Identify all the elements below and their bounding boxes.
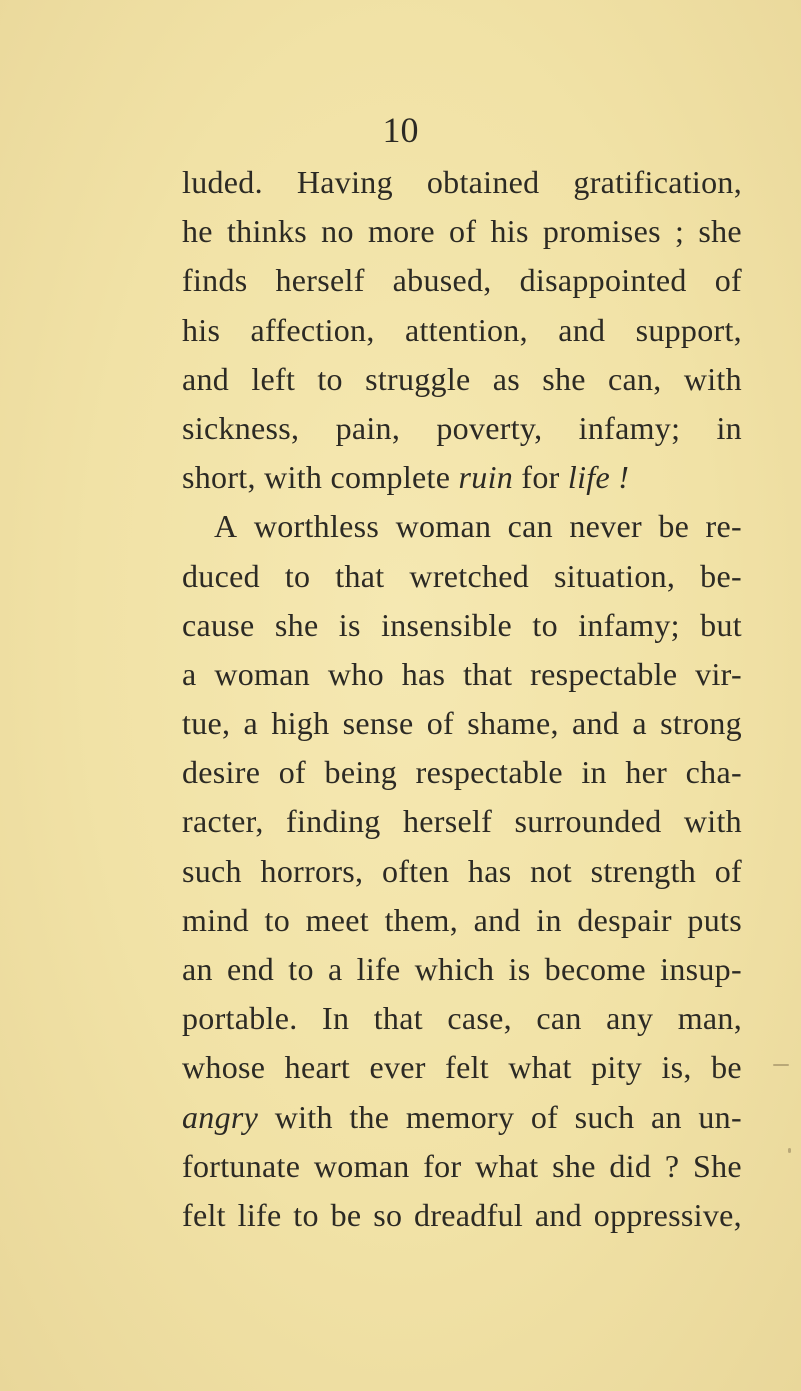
word: has: [467, 852, 512, 889]
word: that: [335, 557, 385, 594]
word: thinks: [226, 213, 308, 250]
word: and: [558, 311, 606, 348]
word: but: [700, 606, 742, 643]
word: re-: [705, 508, 742, 545]
word: in: [581, 754, 607, 791]
word: end: [226, 951, 275, 987]
word: a: [327, 951, 343, 987]
text-line: [182, 502, 742, 551]
word: felt: [445, 1049, 489, 1086]
word: a: [182, 655, 197, 692]
word: infamy;: [578, 409, 681, 446]
word: felt: [182, 1196, 226, 1233]
word: can: [536, 1000, 582, 1037]
word: disappointed: [519, 262, 687, 299]
word: of: [449, 213, 477, 250]
word: and: [473, 901, 521, 938]
italic-word-angry: angry: [182, 1098, 259, 1135]
word: that: [373, 1000, 423, 1037]
word: pity: [591, 1049, 643, 1086]
word: his: [490, 213, 529, 250]
word: no: [321, 213, 354, 250]
word: duced: [182, 557, 260, 594]
word: In: [322, 1000, 350, 1037]
word: in: [716, 409, 742, 446]
word: an: [651, 1098, 682, 1135]
word: be: [658, 508, 690, 545]
word: with: [683, 803, 742, 840]
word: of: [714, 262, 742, 299]
text-line: [182, 601, 742, 650]
word: memory: [405, 1098, 515, 1135]
word: she: [552, 1147, 596, 1184]
page-number: 10: [382, 110, 419, 150]
word: cha-: [685, 754, 742, 791]
word: as: [492, 360, 521, 397]
word: of: [530, 1098, 559, 1135]
word: and: [572, 705, 620, 742]
word: pain,: [335, 409, 401, 446]
word: she: [274, 606, 319, 643]
word: such: [574, 1098, 635, 1135]
word: her: [625, 754, 668, 791]
text-line: [182, 699, 742, 748]
word: luded.: [182, 164, 263, 200]
word: whose: [182, 1049, 266, 1086]
word: is: [338, 606, 361, 643]
word: can: [507, 508, 553, 545]
word: with: [274, 1098, 333, 1135]
word: more: [367, 213, 435, 250]
text-line: [182, 994, 742, 1043]
word: to: [288, 951, 314, 987]
text-line: [182, 1191, 742, 1240]
word: to: [532, 606, 558, 643]
text-line: [182, 1142, 742, 1191]
word: A: [214, 508, 238, 545]
word: never: [569, 508, 642, 545]
word: left: [251, 360, 296, 397]
word: she: [542, 360, 586, 397]
text-line: [182, 404, 742, 453]
word: and: [534, 1196, 582, 1233]
word: with: [264, 459, 323, 496]
word: is: [508, 951, 531, 987]
word: Having: [296, 164, 393, 200]
word: to: [284, 557, 311, 594]
word: abused,: [392, 262, 492, 299]
word: and: [182, 360, 230, 397]
text-line: [182, 650, 742, 699]
word: woman: [395, 508, 492, 545]
word: that: [463, 655, 513, 692]
word: sense: [342, 705, 414, 742]
word: support,: [635, 311, 742, 348]
word: a: [632, 705, 647, 742]
word: sickness,: [182, 409, 300, 446]
word: tue,: [182, 705, 231, 742]
word: infamy;: [578, 606, 680, 643]
word: herself: [402, 803, 493, 840]
word: to: [317, 360, 343, 397]
word: struggle: [365, 360, 471, 397]
word: respectable: [530, 655, 678, 692]
word: short,: [182, 459, 256, 496]
word: can,: [608, 360, 662, 397]
word: she: [698, 213, 742, 250]
word: shame,: [467, 705, 559, 742]
word: oppressive,: [593, 1196, 742, 1233]
word: finding: [286, 803, 381, 840]
word: surrounded: [514, 803, 662, 840]
word: racter,: [182, 803, 264, 840]
word: the: [349, 1098, 390, 1135]
word: so: [373, 1196, 403, 1233]
word: his: [182, 311, 221, 348]
text-line: [182, 945, 742, 994]
word: cause: [182, 606, 255, 643]
word: who: [327, 655, 384, 692]
text-line: [182, 552, 742, 601]
word: in: [536, 901, 562, 938]
word: horrors,: [260, 852, 364, 889]
text-line: [182, 896, 742, 945]
word: what: [475, 1147, 539, 1184]
word: them,: [384, 901, 459, 938]
word: be: [330, 1196, 362, 1233]
word: which: [414, 951, 495, 987]
word: despair: [577, 901, 672, 938]
word: insensible: [381, 606, 513, 643]
text-line: [182, 748, 742, 797]
body-text: [182, 158, 742, 1240]
text-line: [182, 306, 742, 355]
word: gratification,: [573, 164, 742, 200]
word: such: [182, 852, 242, 889]
word: become: [544, 951, 646, 987]
word: un-: [698, 1098, 742, 1135]
paper-mark: [773, 1064, 789, 1066]
word: puts: [687, 901, 742, 938]
italic-word-ruin: ruin: [458, 459, 514, 496]
word: respectable: [415, 754, 563, 791]
word: strength: [590, 852, 697, 889]
word: complete: [330, 459, 451, 496]
text-line: [182, 355, 742, 404]
word: desire: [182, 754, 261, 791]
word: any: [606, 1000, 654, 1037]
word: vir-: [695, 655, 742, 692]
word: a: [243, 705, 259, 742]
text-line: [182, 847, 742, 896]
word: ;: [674, 213, 685, 250]
word: he: [182, 213, 213, 250]
word: insup-: [660, 951, 742, 987]
word: for: [423, 1147, 462, 1184]
word: obtained: [426, 164, 540, 200]
word: of: [426, 705, 454, 742]
text-line: [182, 453, 742, 502]
word: poverty,: [436, 409, 543, 446]
word: affection,: [250, 311, 375, 348]
word: is,: [661, 1049, 692, 1086]
word: She: [693, 1147, 742, 1184]
word: an: [182, 951, 213, 987]
word: of: [714, 852, 742, 889]
word: for: [521, 459, 560, 496]
word: dreadful: [414, 1196, 524, 1233]
text-line: [182, 207, 742, 256]
word: what: [508, 1049, 572, 1086]
word: not: [530, 852, 572, 889]
word: man,: [677, 1000, 742, 1037]
text-line: [182, 256, 742, 305]
word: ever: [369, 1049, 426, 1086]
word: woman: [214, 655, 311, 692]
word: being: [324, 754, 398, 791]
word: to: [264, 901, 291, 938]
word: life: [237, 1196, 282, 1233]
paper-mark: [788, 1148, 791, 1153]
word: woman: [313, 1147, 410, 1184]
text-line: [182, 1093, 742, 1142]
word: has: [401, 655, 446, 692]
word: strong: [660, 705, 742, 742]
word: case,: [447, 1000, 512, 1037]
word: with: [683, 360, 742, 397]
text-line: [182, 1043, 742, 1092]
word: finds: [182, 262, 248, 299]
word: be: [711, 1049, 742, 1086]
word: heart: [284, 1049, 351, 1086]
word: portable.: [182, 1000, 298, 1037]
text-line: [182, 158, 742, 207]
word: worthless: [253, 508, 380, 545]
word: wretched: [409, 557, 530, 594]
word: ?: [664, 1147, 680, 1184]
word: mind: [182, 901, 249, 938]
word: meet: [305, 901, 369, 938]
italic-word-life: life !: [567, 459, 630, 496]
word: promises: [542, 213, 661, 250]
word: fortunate: [182, 1147, 301, 1184]
word: of: [278, 754, 306, 791]
word: attention,: [404, 311, 528, 348]
word: to: [293, 1196, 319, 1233]
word: life: [356, 951, 401, 987]
word: high: [271, 705, 330, 742]
word: situation,: [554, 557, 676, 594]
word: did: [609, 1147, 652, 1184]
text-line: [182, 797, 742, 846]
word: be-: [700, 557, 742, 594]
word: herself: [275, 262, 365, 299]
word: often: [382, 852, 450, 889]
